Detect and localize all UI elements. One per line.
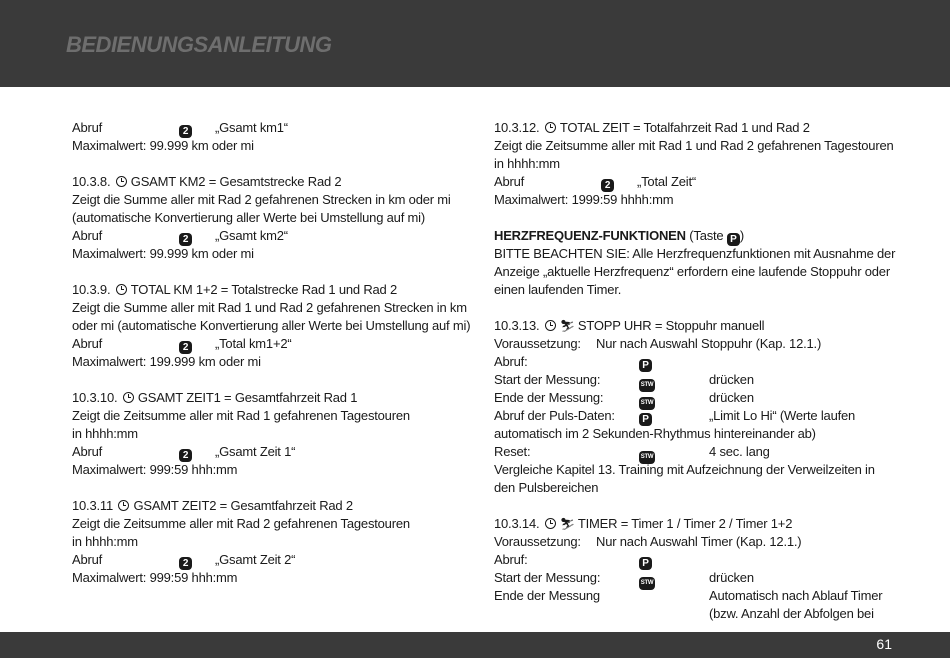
start-line: Start der Messung: STW drücken [494, 569, 894, 587]
key-2-icon: 2 [179, 125, 192, 138]
key-2-icon: 2 [179, 449, 192, 462]
manual-title: BEDIENUNGSANLEITUNG [66, 32, 332, 57]
right-column [494, 119, 894, 623]
clock-icon [116, 176, 127, 187]
left-column [72, 119, 472, 587]
max-value: Maximalwert: 999:59 hhh:mm [72, 570, 238, 585]
section-heading: 10.3.10. GSAMT ZEIT1 = Gesamtfahrzeit Rad 1 [72, 390, 358, 405]
section-heading: 10.3.14. ⛷ TIMER = Timer 1 / Timer 2 / Timer 1+2 [494, 516, 793, 531]
key-2-icon: 2 [179, 557, 192, 570]
clock-icon [545, 122, 556, 133]
description: den Pulsbereichen [494, 480, 599, 495]
max-value: Maximalwert: 99.999 km oder mi [72, 138, 254, 153]
description: in hhhh:mm [72, 426, 138, 441]
abruf-line: Abruf: P [494, 551, 894, 569]
hf-heading: HERZFREQUENZ-FUNKTIONEN (Taste P ) [494, 228, 745, 245]
max-value: Maximalwert: 199.999 km oder mi [72, 354, 261, 369]
key-p-icon: P [639, 359, 652, 372]
max-value: Maximalwert: 1999:59 hhhh:mm [494, 192, 674, 207]
runner-icon: ⛷ [559, 517, 575, 531]
description: automatisch im 2 Sekunden-Rhythmus hintereinander ab) [494, 426, 816, 441]
puls-line: Abruf der Puls-Daten: P „Limit Lo Hi“ (Werte laufen [494, 408, 856, 425]
description: in hhhh:mm [494, 156, 560, 171]
ende-line: Ende der Messung: STW drücken [494, 389, 894, 407]
page-number: 61 [876, 636, 892, 652]
key-stw-icon: STW [639, 451, 655, 464]
voraussetzung-line: Voraussetzung: Nur nach Auswahl Stoppuhr (Kap. 12.1.) [494, 336, 822, 351]
abruf-line: Abruf 2 „Total km1+2“ [72, 336, 292, 353]
clock-icon [118, 500, 129, 511]
abruf-line: Abruf 2 „Gsamt km1“ [72, 120, 288, 137]
description: Zeigt die Zeitsumme aller mit Rad 2 gefahrenen Tagestouren [72, 516, 410, 531]
key-2-icon: 2 [179, 341, 192, 354]
notice: BITTE BEACHTEN SIE: Alle Herzfrequenzfunktionen mit Ausnahme der [494, 246, 896, 261]
page-header [0, 0, 950, 87]
ende-line: Ende der Messung Automatisch nach Ablauf Timer [494, 588, 883, 603]
notice: Anzeige „aktuelle Herzfrequenz“ erfordern eine laufende Stoppuhr oder [494, 264, 890, 279]
abruf-line: Abruf: P [494, 353, 894, 371]
clock-icon [123, 392, 134, 403]
key-p-icon: P [727, 233, 740, 246]
description: (automatische Konvertierung aller Werte bei Umstellung auf mi) [72, 210, 425, 225]
section-heading: 10.3.13. ⛷ STOPP UHR = Stoppuhr manuell [494, 318, 765, 333]
key-stw-icon: STW [639, 397, 655, 410]
max-value: Maximalwert: 999:59 hhh:mm [72, 462, 238, 477]
notice: einen laufenden Timer. [494, 282, 622, 297]
key-stw-icon: STW [639, 379, 655, 392]
description: Zeigt die Zeitsumme aller mit Rad 1 gefahrenen Tagestouren [72, 408, 410, 423]
section-heading: 10.3.11 GSAMT ZEIT2 = Gesamtfahrzeit Rad 2 [72, 498, 353, 513]
voraussetzung-line: Voraussetzung: Nur nach Auswahl Timer (Kap. 12.1.) [494, 534, 802, 549]
key-2-icon: 2 [601, 179, 614, 192]
section-heading: 10.3.12. TOTAL ZEIT = Totalfahrzeit Rad 1 und Rad 2 [494, 120, 810, 135]
max-value: Maximalwert: 99.999 km oder mi [72, 246, 254, 261]
section-heading: 10.3.9. TOTAL KM 1+2 = Totalstrecke Rad 1 und Rad 2 [72, 282, 398, 297]
key-stw-icon: STW [639, 577, 655, 590]
abruf-line: Abruf 2 „Gsamt km2“ [72, 228, 288, 245]
key-p-icon: P [639, 557, 652, 570]
start-line: Start der Messung: STW drücken [494, 371, 894, 389]
clock-icon [545, 518, 556, 529]
description: Zeigt die Zeitsumme aller mit Rad 1 und Rad 2 gefahrenen Tagestouren [494, 138, 894, 153]
reset-line: Reset: STW 4 sec. lang [494, 443, 894, 461]
description: Zeigt die Summe aller mit Rad 1 und Rad 2 gefahrenen Strecken in km [72, 300, 467, 315]
abruf-line: Abruf 2 „Total Zeit“ [494, 174, 697, 191]
abruf-line: Abruf 2 „Gsamt Zeit 1“ [72, 444, 296, 461]
ende-line-cont: (bzw. Anzahl der Abfolgen bei [709, 606, 874, 621]
description: Vergleiche Kapitel 13. Training mit Aufzeichnung der Verweilzeiten in [494, 462, 875, 477]
section-heading: 10.3.8. GSAMT KM2 = Gesamtstrecke Rad 2 [72, 174, 342, 189]
description: in hhhh:mm [72, 534, 138, 549]
clock-icon [545, 320, 556, 331]
abruf-line: Abruf 2 „Gsamt Zeit 2“ [72, 552, 296, 569]
clock-icon [116, 284, 127, 295]
description: Zeigt die Summe aller mit Rad 2 gefahrenen Strecken in km oder mi [72, 192, 451, 207]
runner-icon: ⛷ [559, 319, 575, 333]
key-2-icon: 2 [179, 233, 192, 246]
page-footer [0, 632, 950, 658]
description: oder mi (automatische Konvertierung aller Werte bei Umstellung auf mi) [72, 318, 471, 333]
key-p-icon: P [639, 413, 652, 426]
